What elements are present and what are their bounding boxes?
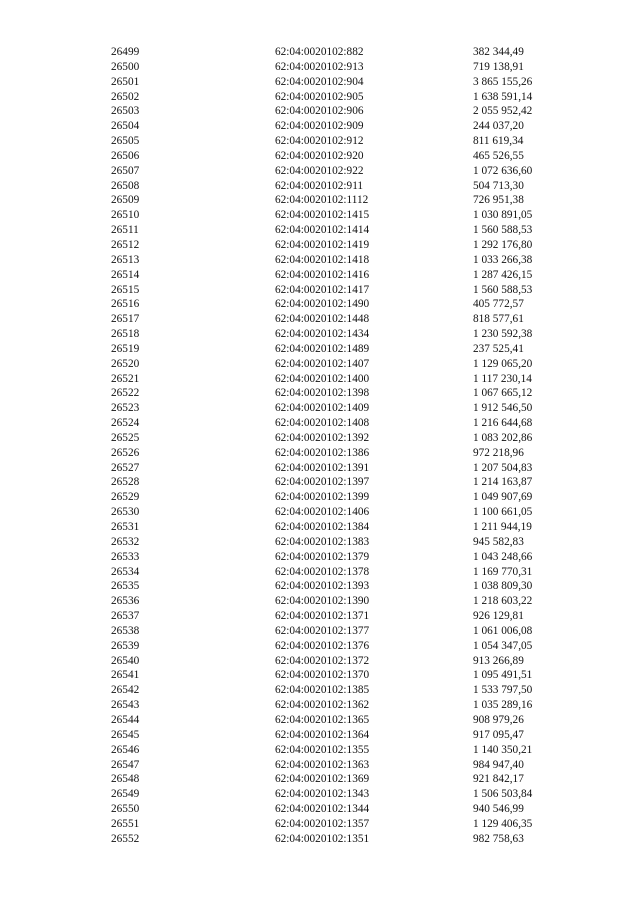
row-number-cell: 26501 — [111, 75, 140, 88]
cadastral-value-cell: 2 055 952,42 — [473, 105, 533, 118]
row-number-cell: 26534 — [111, 565, 140, 578]
cadastral-number-cell: 62:04:0020102:1364 — [275, 728, 370, 741]
cadastral-value-cell: 1 117 230,14 — [473, 372, 532, 385]
cadastral-number-cell: 62:04:0020102:912 — [275, 135, 364, 148]
cadastral-number-cell: 62:04:0020102:1418 — [275, 253, 370, 266]
row-number-cell: 26544 — [111, 713, 140, 726]
cadastral-value-cell: 1 129 065,20 — [473, 357, 533, 370]
cadastral-number-cell: 62:04:0020102:1408 — [275, 417, 370, 430]
row-number-cell: 26523 — [111, 402, 140, 415]
table-row — [111, 802, 583, 817]
cadastral-value-cell: 1 033 266,38 — [473, 253, 533, 266]
row-number-cell: 26509 — [111, 194, 140, 207]
cadastral-value-cell: 1 100 661,05 — [473, 506, 533, 519]
table-row — [111, 698, 583, 713]
table-row — [111, 223, 583, 238]
cadastral-number-cell: 62:04:0020102:1357 — [275, 817, 370, 830]
cadastral-number-cell: 62:04:0020102:1416 — [275, 268, 370, 281]
row-number-cell: 26535 — [111, 580, 140, 593]
cadastral-value-cell: 1 054 347,05 — [473, 639, 533, 652]
cadastral-number-cell: 62:04:0020102:911 — [275, 179, 364, 192]
cadastral-value-cell: 382 344,49 — [473, 46, 524, 58]
cadastral-number-cell: 62:04:0020102:1419 — [275, 238, 370, 251]
table-row — [111, 787, 583, 802]
table-row — [111, 342, 583, 357]
cadastral-value-cell: 908 979,26 — [473, 713, 524, 726]
table-row — [111, 713, 583, 728]
cadastral-number-cell: 62:04:0020102:1365 — [275, 713, 370, 726]
row-number-cell: 26502 — [111, 90, 140, 103]
cadastral-value-cell: 237 525,41 — [473, 342, 524, 355]
row-number-cell: 26510 — [111, 209, 140, 222]
table-row — [111, 490, 583, 505]
cadastral-number-cell: 62:04:0020102:1409 — [275, 402, 370, 415]
cadastral-value-cell: 972 218,96 — [473, 446, 524, 459]
cadastral-value-cell: 940 546,99 — [473, 803, 524, 816]
cadastral-number-cell: 62:04:0020102:913 — [275, 60, 364, 73]
cadastral-number-cell: 62:04:0020102:922 — [275, 164, 364, 177]
row-number-cell: 26542 — [111, 684, 140, 697]
row-number-cell: 26518 — [111, 328, 140, 341]
table-row — [111, 416, 583, 431]
cadastral-number-cell: 62:04:0020102:1490 — [275, 298, 370, 311]
cadastral-value-cell: 917 095,47 — [473, 728, 524, 741]
cadastral-value-cell: 1 214 163,87 — [473, 476, 533, 489]
row-number-cell: 26538 — [111, 624, 140, 637]
cadastral-value-cell: 1 030 891,05 — [473, 209, 533, 222]
row-number-cell: 26537 — [111, 610, 140, 623]
row-number-cell: 26543 — [111, 699, 140, 712]
table-row — [111, 208, 583, 223]
table-row — [111, 594, 583, 609]
cadastral-value-cell: 1 287 426,15 — [473, 268, 533, 281]
cadastral-value-cell: 1 230 592,38 — [473, 328, 533, 341]
table-row — [111, 772, 583, 787]
cadastral-number-cell: 62:04:0020102:1379 — [275, 550, 370, 563]
table-row — [111, 372, 583, 387]
table-row — [111, 283, 583, 298]
row-number-cell: 26532 — [111, 535, 140, 548]
table-row — [111, 45, 583, 60]
cadastral-number-cell: 62:04:0020102:1372 — [275, 654, 370, 667]
cadastral-value-cell: 405 772,57 — [473, 298, 524, 311]
cadastral-number-cell: 62:04:0020102:1385 — [275, 684, 370, 697]
row-number-cell: 26517 — [111, 313, 140, 326]
cadastral-number-cell: 62:04:0020102:1386 — [275, 446, 370, 459]
row-number-cell: 26515 — [111, 283, 140, 296]
row-number-cell: 26539 — [111, 639, 140, 652]
cadastral-number-cell: 62:04:0020102:1448 — [275, 313, 370, 326]
cadastral-value-cell: 1 216 644,68 — [473, 417, 533, 430]
row-number-cell: 26531 — [111, 521, 140, 533]
row-number-cell: 26549 — [111, 788, 140, 801]
row-number-cell: 26521 — [111, 372, 140, 385]
row-number-cell: 26505 — [111, 135, 140, 148]
table-row — [111, 386, 583, 401]
cadastral-value-cell: 726 951,38 — [473, 194, 524, 207]
table-row — [111, 268, 583, 283]
row-number-cell: 26522 — [111, 387, 140, 400]
table-row — [111, 238, 583, 253]
cadastral-number-cell: 62:04:0020102:905 — [275, 90, 364, 103]
table-row — [111, 297, 583, 312]
cadastral-value-cell: 913 266,89 — [473, 654, 524, 667]
cadastral-value-cell: 1 049 907,69 — [473, 491, 533, 504]
cadastral-number-cell: 62:04:0020102:1370 — [275, 669, 370, 682]
cadastral-number-cell: 62:04:0020102:909 — [275, 120, 364, 133]
cadastral-number-cell: 62:04:0020102:1112 — [275, 194, 369, 207]
table-row — [111, 446, 583, 461]
table-row — [111, 164, 583, 179]
cadastral-number-cell: 62:04:0020102:1351 — [275, 832, 370, 845]
cadastral-number-cell: 62:04:0020102:1378 — [275, 565, 370, 578]
row-number-cell: 26504 — [111, 120, 140, 133]
row-number-cell: 26530 — [111, 506, 140, 519]
row-number-cell: 26508 — [111, 179, 140, 192]
row-number-cell: 26541 — [111, 669, 140, 682]
table-row — [111, 401, 583, 416]
cadastral-value-cell: 818 577,61 — [473, 313, 524, 326]
cadastral-value-cell: 1 129 406,35 — [473, 817, 533, 830]
table-row — [111, 728, 583, 743]
cadastral-number-cell: 62:04:0020102:1393 — [275, 580, 370, 593]
cadastral-value-cell: 1 638 591,14 — [473, 90, 533, 103]
cadastral-value-cell: 811 619,34 — [473, 135, 524, 148]
cadastral-value-cell: 1 207 504,83 — [473, 461, 533, 474]
row-number-cell: 26533 — [111, 550, 140, 563]
cadastral-number-cell: 62:04:0020102:1383 — [275, 535, 370, 548]
row-number-cell: 26547 — [111, 758, 140, 771]
cadastral-value-cell: 982 758,63 — [473, 832, 524, 845]
cadastral-value-cell: 1 083 202,86 — [473, 431, 533, 444]
cadastral-number-cell: 62:04:0020102:1376 — [275, 639, 370, 652]
cadastral-number-cell: 62:04:0020102:1363 — [275, 758, 370, 771]
table-row — [111, 668, 583, 683]
cadastral-value-cell: 1 560 588,53 — [473, 283, 533, 296]
row-number-cell: 26507 — [111, 164, 140, 177]
cadastral-value-cell: 1 292 176,80 — [473, 238, 533, 251]
cadastral-number-cell: 62:04:0020102:1434 — [275, 328, 370, 341]
table-row — [111, 431, 583, 446]
row-number-cell: 26499 — [111, 46, 140, 58]
row-number-cell: 26511 — [111, 224, 139, 237]
cadastral-number-cell: 62:04:0020102:1355 — [275, 743, 370, 756]
row-number-cell: 26514 — [111, 268, 140, 281]
cadastral-value-table — [111, 45, 583, 847]
cadastral-number-cell: 62:04:0020102:1371 — [275, 610, 370, 623]
table-row — [111, 624, 583, 639]
cadastral-number-cell: 62:04:0020102:1414 — [275, 224, 370, 237]
cadastral-value-cell: 1 560 588,53 — [473, 224, 533, 237]
cadastral-value-cell: 1 061 006,08 — [473, 624, 533, 637]
cadastral-number-cell: 62:04:0020102:1390 — [275, 595, 370, 608]
cadastral-value-cell: 504 713,30 — [473, 179, 524, 192]
table-row — [111, 327, 583, 342]
row-number-cell: 26552 — [111, 832, 140, 845]
table-row — [111, 654, 583, 669]
cadastral-number-cell: 62:04:0020102:1397 — [275, 476, 370, 489]
table-row — [111, 758, 583, 773]
cadastral-number-cell: 62:04:0020102:1344 — [275, 803, 370, 816]
row-number-cell: 26527 — [111, 461, 140, 474]
cadastral-number-cell: 62:04:0020102:1407 — [275, 357, 370, 370]
table-row — [111, 579, 583, 594]
table-row — [111, 550, 583, 565]
cadastral-number-cell: 62:04:0020102:882 — [275, 46, 364, 58]
row-number-cell: 26500 — [111, 60, 140, 73]
cadastral-value-cell: 3 865 155,26 — [473, 75, 533, 88]
cadastral-value-cell: 1 218 603,22 — [473, 595, 533, 608]
table-row — [111, 312, 583, 327]
cadastral-number-cell: 62:04:0020102:1343 — [275, 788, 370, 801]
table-body — [111, 45, 583, 847]
row-number-cell: 26516 — [111, 298, 140, 311]
row-number-cell: 26545 — [111, 728, 140, 741]
cadastral-number-cell: 62:04:0020102:1406 — [275, 506, 370, 519]
row-number-cell: 26512 — [111, 238, 140, 251]
table-row — [111, 475, 583, 490]
table-row — [111, 535, 583, 550]
cadastral-value-cell: 1 067 665,12 — [473, 387, 533, 400]
cadastral-value-cell: 1 211 944,19 — [473, 521, 532, 533]
row-number-cell: 26546 — [111, 743, 140, 756]
table-row — [111, 119, 583, 134]
cadastral-value-cell: 1 038 809,30 — [473, 580, 533, 593]
table-row — [111, 505, 583, 520]
cadastral-value-cell: 945 582,83 — [473, 535, 524, 548]
table-row — [111, 179, 583, 194]
table-row — [111, 193, 583, 208]
row-number-cell: 26550 — [111, 803, 140, 816]
row-number-cell: 26525 — [111, 431, 140, 444]
cadastral-number-cell: 62:04:0020102:1384 — [275, 521, 370, 533]
cadastral-number-cell: 62:04:0020102:1392 — [275, 431, 370, 444]
table-row — [111, 565, 583, 580]
cadastral-number-cell: 62:04:0020102:1391 — [275, 461, 370, 474]
cadastral-value-cell: 921 842,17 — [473, 773, 524, 786]
table-row — [111, 743, 583, 758]
table-row — [111, 90, 583, 105]
cadastral-number-cell: 62:04:0020102:1415 — [275, 209, 370, 222]
cadastral-value-cell: 984 947,40 — [473, 758, 524, 771]
cadastral-number-cell: 62:04:0020102:920 — [275, 149, 364, 162]
table-row — [111, 683, 583, 698]
cadastral-value-cell: 1 043 248,66 — [473, 550, 533, 563]
table-row — [111, 461, 583, 476]
row-number-cell: 26506 — [111, 149, 140, 162]
row-number-cell: 26503 — [111, 105, 140, 118]
row-number-cell: 26526 — [111, 446, 140, 459]
cadastral-value-cell: 465 526,55 — [473, 149, 524, 162]
table-row — [111, 104, 583, 119]
row-number-cell: 26540 — [111, 654, 140, 667]
row-number-cell: 26529 — [111, 491, 140, 504]
cadastral-value-cell: 719 138,91 — [473, 60, 524, 73]
cadastral-value-cell: 1 533 797,50 — [473, 684, 533, 697]
cadastral-value-cell: 1 912 546,50 — [473, 402, 533, 415]
table-row — [111, 817, 583, 832]
row-number-cell: 26519 — [111, 342, 140, 355]
table-row — [111, 357, 583, 372]
cadastral-number-cell: 62:04:0020102:1400 — [275, 372, 370, 385]
cadastral-value-cell: 926 129,81 — [473, 610, 524, 623]
row-number-cell: 26551 — [111, 817, 140, 830]
table-row — [111, 60, 583, 75]
cadastral-value-cell: 1 169 770,31 — [473, 565, 533, 578]
cadastral-value-cell: 1 140 350,21 — [473, 743, 533, 756]
cadastral-value-cell: 1 095 491,51 — [473, 669, 533, 682]
cadastral-value-cell: 1 506 503,84 — [473, 788, 533, 801]
table-row — [111, 134, 583, 149]
cadastral-number-cell: 62:04:0020102:1362 — [275, 699, 370, 712]
cadastral-number-cell: 62:04:0020102:1369 — [275, 773, 370, 786]
cadastral-value-cell: 1 035 289,16 — [473, 699, 533, 712]
row-number-cell: 26528 — [111, 476, 140, 489]
row-number-cell: 26536 — [111, 595, 140, 608]
cadastral-number-cell: 62:04:0020102:1377 — [275, 624, 370, 637]
cadastral-value-cell: 1 072 636,60 — [473, 164, 533, 177]
cadastral-number-cell: 62:04:0020102:1399 — [275, 491, 370, 504]
table-row — [111, 609, 583, 624]
cadastral-number-cell: 62:04:0020102:1398 — [275, 387, 370, 400]
cadastral-number-cell: 62:04:0020102:1417 — [275, 283, 370, 296]
cadastral-number-cell: 62:04:0020102:904 — [275, 75, 364, 88]
table-row — [111, 149, 583, 164]
cadastral-number-cell: 62:04:0020102:906 — [275, 105, 364, 118]
row-number-cell: 26548 — [111, 773, 140, 786]
table-row — [111, 639, 583, 654]
table-row — [111, 832, 583, 847]
cadastral-number-cell: 62:04:0020102:1489 — [275, 342, 370, 355]
row-number-cell: 26524 — [111, 417, 140, 430]
table-row — [111, 75, 583, 90]
table-row — [111, 253, 583, 268]
row-number-cell: 26520 — [111, 357, 140, 370]
row-number-cell: 26513 — [111, 253, 140, 266]
cadastral-value-cell: 244 037,20 — [473, 120, 524, 133]
table-row — [111, 520, 583, 535]
